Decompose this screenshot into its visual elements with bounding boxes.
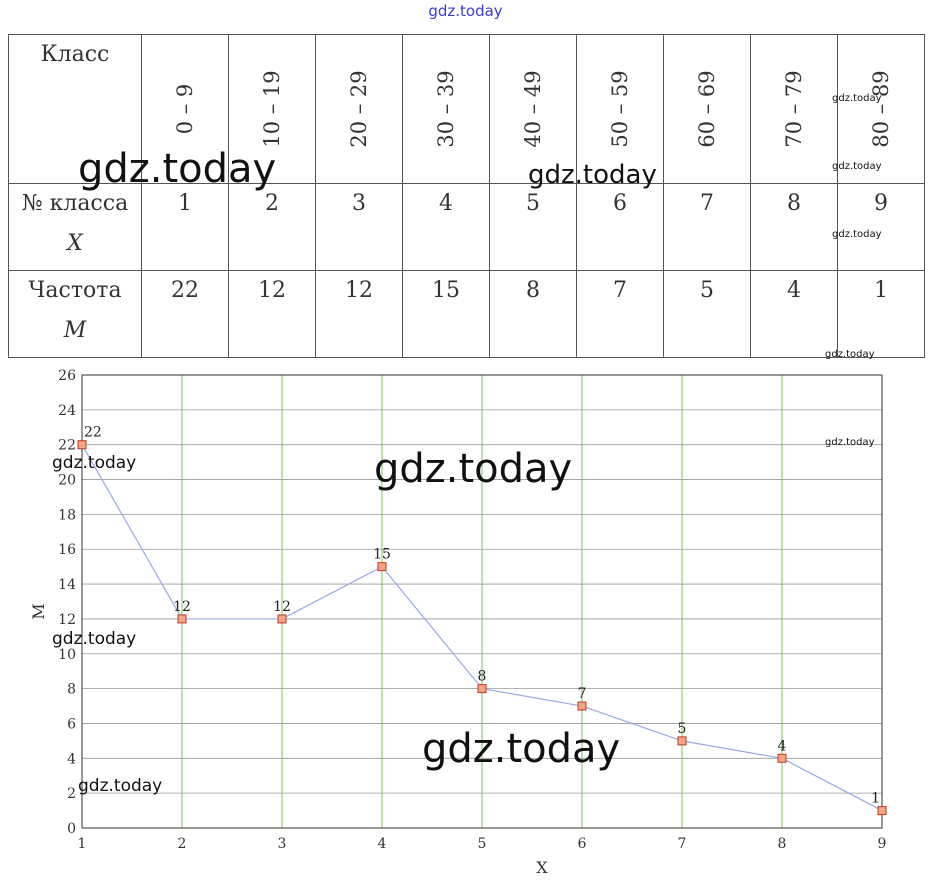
watermark: gdz.today bbox=[825, 349, 875, 360]
data-point-marker bbox=[778, 754, 786, 762]
data-point-marker bbox=[878, 807, 886, 815]
class-cell bbox=[751, 35, 838, 184]
y-tick-label: 18 bbox=[58, 507, 76, 524]
y-tick-label: 20 bbox=[58, 472, 76, 489]
x-tick-label: 1 bbox=[77, 836, 87, 852]
x-tick-label: 9 bbox=[877, 836, 887, 852]
class-cell bbox=[577, 35, 664, 184]
frequency-cell: 22 bbox=[142, 271, 229, 358]
x-tick-label: 4 bbox=[377, 836, 387, 852]
number-cell: 3 bbox=[316, 184, 403, 271]
watermark: gdz.today bbox=[832, 229, 882, 240]
data-label: 1 bbox=[871, 790, 880, 807]
y-tick-label: 24 bbox=[58, 402, 76, 419]
x-tick-label: 6 bbox=[577, 836, 587, 852]
watermark: gdz.today bbox=[374, 446, 573, 492]
class-label: 60 – 69 bbox=[695, 70, 719, 148]
frequency-cell: 8 bbox=[490, 271, 577, 358]
class-label: 30 – 39 bbox=[434, 70, 458, 148]
y-tick-label: 4 bbox=[67, 751, 76, 768]
data-point-marker bbox=[278, 615, 286, 623]
number-cell: 1 bbox=[142, 184, 229, 271]
x-tick-label: 7 bbox=[677, 836, 687, 852]
data-point-marker bbox=[178, 615, 186, 623]
y-tick-label: 12 bbox=[58, 611, 76, 628]
watermark: gdz.today bbox=[78, 776, 163, 796]
class-cell bbox=[403, 35, 490, 184]
class-label: 70 – 79 bbox=[782, 70, 806, 148]
watermark: gdz.today bbox=[52, 629, 137, 649]
number-cell: 5 bbox=[490, 184, 577, 271]
data-label: 12 bbox=[173, 598, 191, 615]
frequency-cell: 4 bbox=[751, 271, 838, 358]
number-cell: 4 bbox=[403, 184, 490, 271]
class-label: 20 – 29 bbox=[347, 70, 371, 148]
data-label: 4 bbox=[777, 738, 787, 755]
data-point-marker bbox=[678, 737, 686, 745]
number-cell: 7 bbox=[664, 184, 751, 271]
frequency-cell: 15 bbox=[403, 271, 490, 358]
class-cell bbox=[490, 35, 577, 184]
data-point-marker bbox=[378, 563, 386, 571]
frequency-cell: 12 bbox=[229, 271, 316, 358]
frequency-cell: 1 bbox=[838, 271, 925, 358]
data-label: 15 bbox=[373, 546, 391, 563]
x-tick-label: 3 bbox=[277, 836, 287, 852]
data-point-marker bbox=[78, 441, 86, 449]
frequency-cell: 12 bbox=[316, 271, 403, 358]
number-cell: 2 bbox=[229, 184, 316, 271]
number-header-cell bbox=[9, 184, 142, 271]
x-tick-label: 5 bbox=[477, 836, 487, 852]
data-point-marker bbox=[478, 685, 486, 693]
y-tick-label: 10 bbox=[58, 646, 76, 663]
y-tick-label: 6 bbox=[67, 716, 76, 733]
number-cell: 6 bbox=[577, 184, 664, 271]
frequency-cell: 5 bbox=[664, 271, 751, 358]
watermark: gdz.today bbox=[825, 437, 875, 448]
number-cell: 9 bbox=[838, 184, 925, 271]
frequency-header: Частота bbox=[28, 278, 122, 303]
y-tick-label: 2 bbox=[67, 786, 76, 803]
data-label: 8 bbox=[477, 668, 487, 685]
data-label: 7 bbox=[577, 686, 587, 703]
data-label: 5 bbox=[677, 720, 687, 737]
x-tick-label: 2 bbox=[177, 836, 187, 852]
y-tick-label: 14 bbox=[58, 577, 76, 594]
watermark: gdz.today bbox=[78, 146, 277, 192]
y-axis-title: M bbox=[29, 603, 48, 620]
class-cell bbox=[838, 35, 925, 184]
frequency-cell: 7 bbox=[577, 271, 664, 358]
frequency-symbol: M bbox=[63, 318, 87, 343]
class-label: 80 – 89 bbox=[869, 70, 893, 148]
frequency-header-cell bbox=[9, 271, 142, 358]
data-point-marker bbox=[578, 702, 586, 710]
y-tick-label: 22 bbox=[58, 437, 76, 454]
class-cell bbox=[142, 35, 229, 184]
class-label: 50 – 59 bbox=[608, 70, 632, 148]
watermark: gdz.today bbox=[832, 93, 882, 104]
frequency-row bbox=[9, 271, 925, 358]
class-label: 10 – 19 bbox=[260, 70, 284, 148]
y-tick-label: 8 bbox=[67, 681, 76, 698]
watermark: gdz.today bbox=[52, 453, 137, 473]
number-row bbox=[9, 184, 925, 271]
watermark: gdz.today bbox=[832, 161, 882, 172]
watermark: gdz.today bbox=[528, 160, 657, 190]
class-cell bbox=[316, 35, 403, 184]
x-axis-title: X bbox=[536, 858, 548, 877]
data-label: 22 bbox=[84, 424, 102, 441]
watermark: gdz.today bbox=[422, 726, 621, 772]
x-tick-label: 8 bbox=[777, 836, 787, 852]
class-cell bbox=[229, 35, 316, 184]
class-header: Класс bbox=[40, 42, 110, 67]
class-label: 0 – 9 bbox=[173, 83, 197, 135]
number-cell: 8 bbox=[751, 184, 838, 271]
data-label: 12 bbox=[273, 598, 291, 615]
site-watermark: gdz.today bbox=[428, 2, 503, 20]
class-label: 40 – 49 bbox=[521, 70, 545, 148]
frequency-table bbox=[8, 34, 925, 358]
number-symbol: X bbox=[67, 231, 83, 256]
class-header-cell bbox=[9, 35, 142, 184]
y-tick-label: 0 bbox=[67, 821, 76, 837]
class-cell bbox=[664, 35, 751, 184]
class-row bbox=[9, 35, 925, 184]
y-tick-label: 26 bbox=[58, 368, 76, 384]
number-header: № класса bbox=[21, 191, 129, 216]
frequency-polygon-chart bbox=[0, 360, 931, 883]
y-tick-label: 16 bbox=[58, 542, 76, 559]
